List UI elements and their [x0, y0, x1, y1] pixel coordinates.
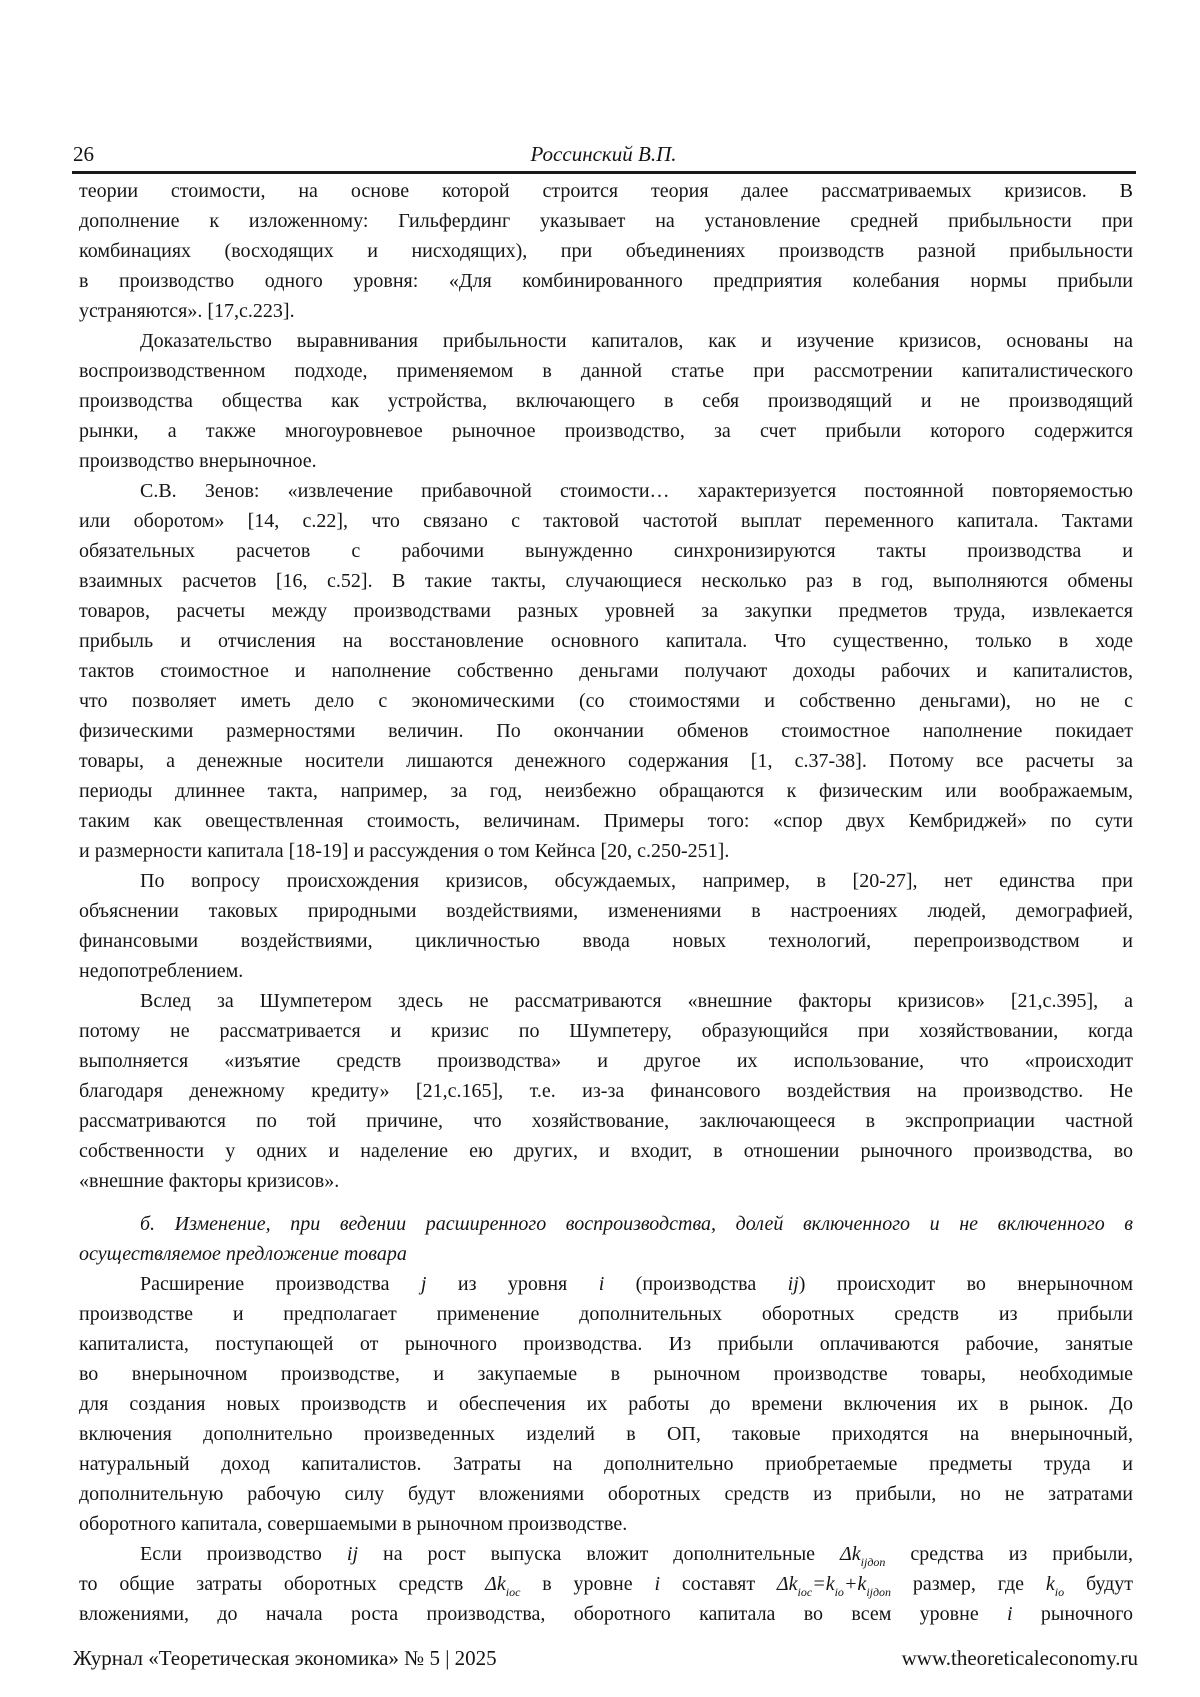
math-symbol: k: [1046, 1573, 1055, 1595]
math-symbol: i: [1007, 1603, 1013, 1625]
math-subscript: io: [1055, 1585, 1064, 1599]
text-line: во внерыночном производстве, и закупаемые в рыночном производстве товары, необходимые: [79, 1359, 1133, 1389]
paragraph: [79, 1539, 1133, 1629]
text-line: обязательных расчетов с рабочими вынужденно синхронизируются такты производства и: [79, 536, 1133, 566]
math-symbol: j: [421, 1273, 427, 1295]
text-line: включения дополнительно произведенных изделий в ОП, таковые приходятся на внерыночный,: [79, 1419, 1133, 1449]
text-run: размер, где: [891, 1573, 1046, 1595]
text-line: периоды длиннее такта, например, за год, неизбежно обращаются к физическим или воображаемым,: [79, 776, 1133, 806]
text-line: Вслед за Шумпетером здесь не рассматриваются «внешние факторы кризисов» [21,с.395], а: [79, 986, 1133, 1016]
text-line: что позволяет иметь дело с экономическими (со стоимостями и собственно деньгами), но не с: [79, 686, 1133, 716]
text-line: недопотреблением.: [79, 956, 1133, 986]
text-line: натуральный доход капиталистов. Затраты на дополнительно приобретаемые предметы труда и: [79, 1449, 1133, 1479]
text-line: комбинациях (восходящих и нисходящих), при объединениях производств разной прибыльности: [79, 236, 1133, 266]
text-line: По вопросу происхождения кризисов, обсуждаемых, например, в [20-27], нет единства при: [79, 866, 1133, 896]
text-line: взаимных расчетов [16, с.52]. В такие такты, случающиеся несколько раз в год, выполняются обмены: [79, 566, 1133, 596]
text-line: С.В. Зенов: «извлечение прибавочной стоимости… характеризуется постоянной повторяемостью: [79, 476, 1133, 506]
text-run: (производства: [604, 1273, 787, 1295]
text-line: или оборотом» [14, с.22], что связано с тактовой частотой выплат переменного капитала. Тактами: [79, 506, 1133, 536]
text-line: производства общества как устройства, включающего в себя производящий и не производящий: [79, 386, 1133, 416]
text-line: [79, 1569, 1133, 1599]
text-line: «внешние факторы кризисов».: [79, 1166, 1133, 1196]
text-line: тактов стоимостное и наполнение собственно деньгами получают доходы рабочих и капиталистов,: [79, 656, 1133, 686]
text-line: б. Изменение, при ведении расширенного воспроизводства, долей включенного и не включенного в: [79, 1209, 1133, 1239]
text-line: [79, 1269, 1133, 1299]
article-body: [79, 176, 1133, 1629]
text-line: выполняется «изъятие средств производства» и другое их использование, что «происходит: [79, 1046, 1133, 1076]
section-heading: [79, 1209, 1133, 1269]
text-line: воспроизводственном подходе, применяемом в данной статье при рассмотрении капиталистического: [79, 356, 1133, 386]
running-header-author: Россинский В.П.: [73, 142, 1134, 167]
text-run: Если производство: [140, 1543, 347, 1565]
header-divider: [72, 171, 1136, 174]
math-symbol: ij: [788, 1273, 799, 1295]
text-line: устраняются». [17,с.223].: [79, 296, 1133, 326]
running-header: [73, 142, 1134, 170]
text-line: физическими размерностями величин. По окончании обменов стоимостное наполнение покидает: [79, 716, 1133, 746]
math-subscript: ioc: [506, 1585, 521, 1599]
math-subscript: ioc: [798, 1585, 813, 1599]
text-line: капиталиста, поступающей от рыночного производства. Из прибыли оплачиваются рабочие, занятые: [79, 1329, 1133, 1359]
text-run: то общие затраты оборотных средств: [79, 1573, 485, 1595]
footer-journal: Журнал «Теоретическая экономика» № 5 | 2025: [73, 1646, 497, 1671]
text-run: в уровне: [520, 1573, 654, 1595]
text-run: Расширение производства: [140, 1273, 421, 1295]
math-subscript: ijдоп: [866, 1585, 891, 1599]
text-line: товаров, расчеты между производствами разных уровней за закупки предметов труда, извлекается: [79, 596, 1133, 626]
text-line: объяснении таковых природными воздействиями, изменениями в настроениях людей, демографией,: [79, 896, 1133, 926]
paragraph: [79, 986, 1133, 1196]
math-symbol: Δk: [840, 1543, 861, 1565]
text-line: таким как овеществленная стоимость, величинам. Примеры того: «спор двух Кембриджей» по сути: [79, 806, 1133, 836]
paragraph: [79, 1269, 1133, 1539]
text-line: для создания новых производств и обеспечения их работы до времени включения их в рынок. До: [79, 1389, 1133, 1419]
text-line: собственности у одних и наделение ею других, и входит, в отношении рыночного производства, во: [79, 1136, 1133, 1166]
text-run: средства из прибыли,: [885, 1543, 1133, 1565]
math-symbol: Δk: [777, 1573, 798, 1595]
math-symbol: =k: [812, 1573, 834, 1595]
math-subscript: io: [835, 1585, 844, 1599]
text-line: рынки, а также многоуровневое рыночное производство, за счет прибыли которого содержится: [79, 416, 1133, 446]
text-line: финансовыми воздействиями, цикличностью ввода новых технологий, перепроизводством и: [79, 926, 1133, 956]
text-run: рыночного: [1013, 1603, 1133, 1625]
math-subscript: ijдоп: [861, 1555, 886, 1569]
text-line: осуществляемое предложение товара: [79, 1239, 1133, 1269]
text-line: в производство одного уровня: «Для комбинированного предприятия колебания нормы прибыли: [79, 266, 1133, 296]
text-line: [79, 1599, 1133, 1629]
text-line: дополнение к изложенному: Гильфердинг указывает на установление средней прибыльности при: [79, 206, 1133, 236]
text-line: дополнительную рабочую силу будут вложениями оборотных средств из прибыли, но не затратами: [79, 1479, 1133, 1509]
text-run: на рост выпуска вложит дополнительные: [358, 1543, 840, 1565]
text-line: Доказательство выравнивания прибыльности капиталов, как и изучение кризисов, основаны на: [79, 326, 1133, 356]
text-run: вложениями, до начала роста производства, оборотного капитала во всем уровне: [79, 1603, 1007, 1625]
text-line: благодаря денежному кредиту» [21,с.165], т.е. из-за финансового воздействия на производство. Не: [79, 1076, 1133, 1106]
page-number: 26: [73, 142, 94, 167]
text-line: и размерности капитала [18-19] и рассуждения о том Кейнса [20, с.250-251].: [79, 836, 1133, 866]
paragraph: [79, 326, 1133, 476]
footer-website[interactable]: www.theoreticaleconomy.ru: [902, 1646, 1138, 1671]
math-symbol: ij: [347, 1543, 358, 1565]
text-line: [79, 1539, 1133, 1569]
math-symbol: i: [654, 1573, 660, 1595]
paragraph: [79, 866, 1133, 986]
math-symbol: +k: [844, 1573, 866, 1595]
text-run: составят: [660, 1573, 777, 1595]
text-line: производстве и предполагает применение дополнительных оборотных средств из прибыли: [79, 1299, 1133, 1329]
math-symbol: Δk: [485, 1573, 506, 1595]
text-line: рассматриваются по той причине, что хозяйствование, заключающееся в экспроприации частной: [79, 1106, 1133, 1136]
text-line: потому не рассматривается и кризис по Шумпетеру, образующийся при хозяйствовании, когда: [79, 1016, 1133, 1046]
text-run: из уровня: [426, 1273, 598, 1295]
text-line: оборотного капитала, совершаемыми в рыночном производстве.: [79, 1509, 1133, 1539]
paragraph: [79, 176, 1133, 326]
paragraph: [79, 476, 1133, 866]
math-symbol: i: [599, 1273, 605, 1295]
text-line: прибыль и отчисления на восстановление основного капитала. Что существенно, только в ходе: [79, 626, 1133, 656]
text-line: товары, а денежные носители лишаются денежного содержания [1, с.37-38]. Потому все расчеты за: [79, 746, 1133, 776]
text-line: теории стоимости, на основе которой строится теория далее рассматриваемых кризисов. В: [79, 176, 1133, 206]
text-line: производство внерыночное.: [79, 446, 1133, 476]
text-run: будут: [1064, 1573, 1133, 1595]
text-run: ) происходит во внерыночном: [799, 1273, 1133, 1295]
